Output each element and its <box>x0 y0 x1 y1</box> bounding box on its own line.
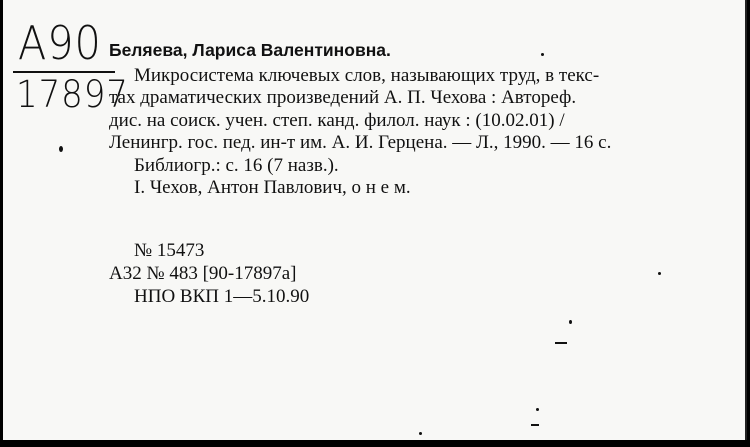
catalog-card <box>3 0 747 440</box>
speck <box>531 424 539 426</box>
degree-line: дис. на соиск. учен. степ. канд. филол. наук : (10.02.01) / <box>109 110 565 131</box>
bibliography-note: Библиогр.: с. 16 (7 назв.). <box>134 155 339 176</box>
speck <box>59 146 63 152</box>
author-heading: Беляева, Лариса Валентиновна. <box>109 40 391 60</box>
speck <box>555 342 567 344</box>
publisher-line: НПО ВКП 1—5.10.90 <box>134 286 310 307</box>
handwritten-code-top: А90 <box>18 16 102 70</box>
speck <box>541 53 544 56</box>
speck <box>658 272 661 275</box>
imprint-line: Ленингр. гос. пед. ин-т им. А. И. Герцена. — Л., 1990. — 16 с. <box>109 132 612 153</box>
speck <box>419 432 422 435</box>
card-number: № 15473 <box>134 240 205 261</box>
subject-heading: I. Чехов, Антон Павлович, о н е м. <box>134 177 411 198</box>
shelf-mark: А32 № 483 [90-17897а] <box>109 263 297 284</box>
speck <box>536 408 539 411</box>
speck <box>569 320 572 324</box>
title-line: тах драматических произведений А. П. Чехова : Автореф. <box>109 87 577 108</box>
title-line: Микросистема ключевых слов, называющих труд, в текс- <box>134 65 600 86</box>
handwritten-code-bottom: 17897 <box>16 73 129 116</box>
